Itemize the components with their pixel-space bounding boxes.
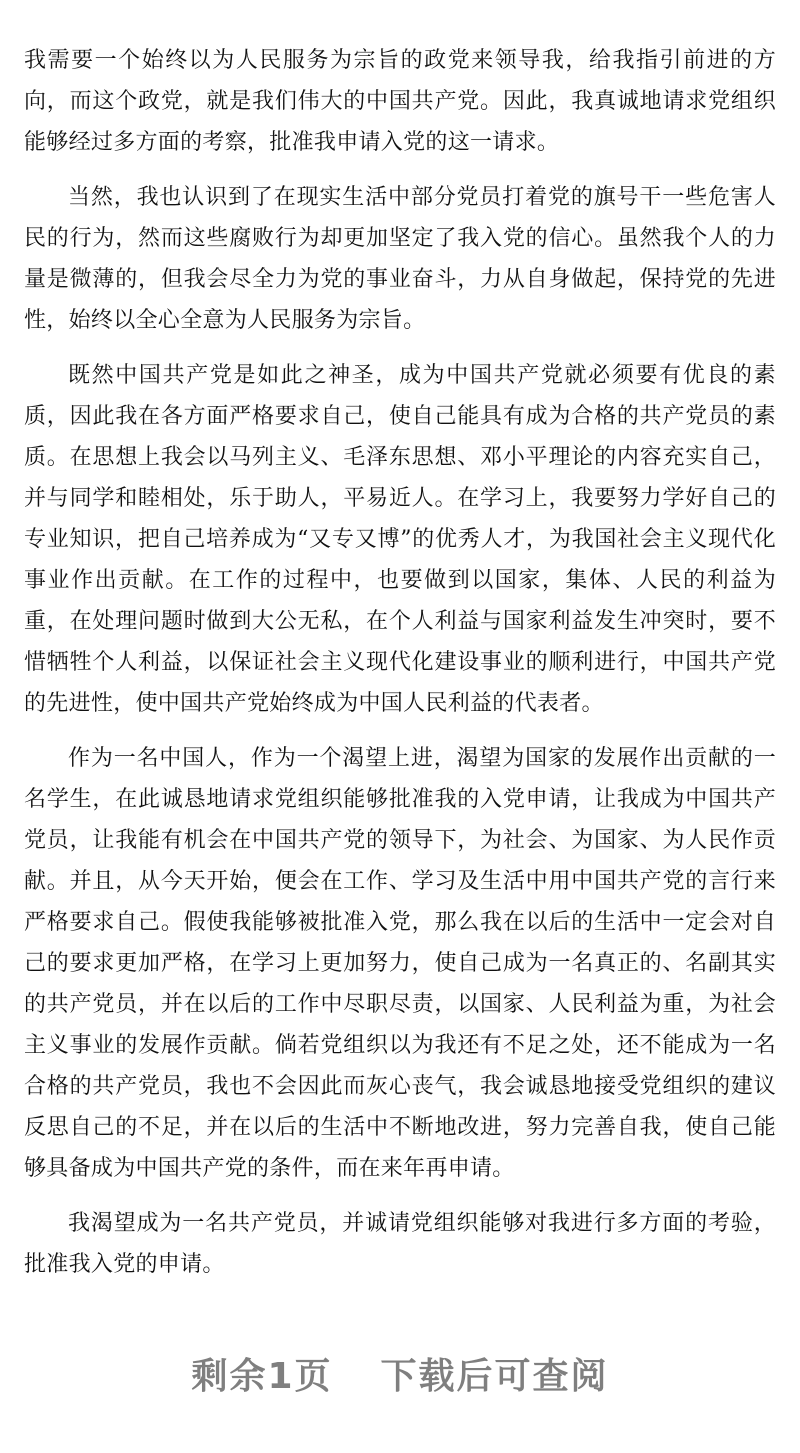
paragraph-2: 当然，我也认识到了在现实生活中部分党员打着党的旗号干一些危害人民的行为，然而这些腐败行为却更加坚定了我入党的信心。虽然我个人的力量是微薄的，但我会尽全力为党的事业奋斗，力从自身做起，保持党的先进性，始终以全心全意为人民服务为宗旨。 [24,185,776,333]
paragraph-1: 我需要一个始终以为人民服务为宗旨的政党来领导我，给我指引前进的方向，而这个政党，就是我们伟大的中国共产党。因此，我真诚地请求党组织能够经过多方面的考察，批准我申请入党的这一请求。 [24,48,776,155]
document-body [24,40,776,1299]
paragraph-4: 作为一名中国人，作为一个渴望上进，渴望为国家的发展作出贡献的一名学生，在此诚恳地请求党组织能够批准我的入党申请，让我成为中国共产党员，让我能有机会在中国共产党的领导下，为社会、为国家、为人民作贡献。并且，从今天开始，便会在工作、学习及生活中用中国共产党的言行来严格要求自己。假使我能够被批准入党，那么我在以后的生活中一定会对自己的要求更加严格，在学习上更加努力，使自己成为一名真正的、名副其实的共产党员，并在以后的工作中尽职尽责，以国家、人民利益为重，为社会主义事业的发展作贡献。倘若党组织以为我还有不足之处，还不能成为一名合格的共产党员，我也不会因此而灰心丧气，我会诚恳地接受党组织的建议反思自己的不足，并在以后的生活中不断地改进，努力完善自我，使自己能够具备成为中国共产党的条件，而在来年再申请。 [24,746,776,1181]
download-hint-label: 下载后可查阅 [380,1356,609,1397]
paragraph-3: 既然中国共产党是如此之神圣，成为中国共产党就必须要有优良的素质，因此我在各方面严格要求自己，使自己能具有成为合格的共产党员的素质。在思想上我会以马列主义、毛泽东思想、邓小平理论的内容充实自己，并与同学和睦相处，乐于助人，平易近人。在学习上，我要努力学好自己的专业知识，把自己培养成为“又专又博”的优秀人才，为我国社会主义现代化事业作出贡献。在工作的过程中，也要做到以国家，集体、人民的利益为重，在处理问题时做到大公无私，在个人利益与国家利益发生冲突时，要不惜牺牲个人利益，以保证社会主义现代化建设事业的顺利进行，中国共产党的先进性，使中国共产党始终成为中国人民利益的代表者。 [24,363,776,716]
download-prompt[interactable] [0,1348,800,1399]
remaining-pages-label: 剩余1页 [191,1356,333,1397]
paragraph-5: 我渴望成为一名共产党员，并诚请党组织能够对我进行多方面的考验，批准我入党的申请。 [24,1211,776,1277]
